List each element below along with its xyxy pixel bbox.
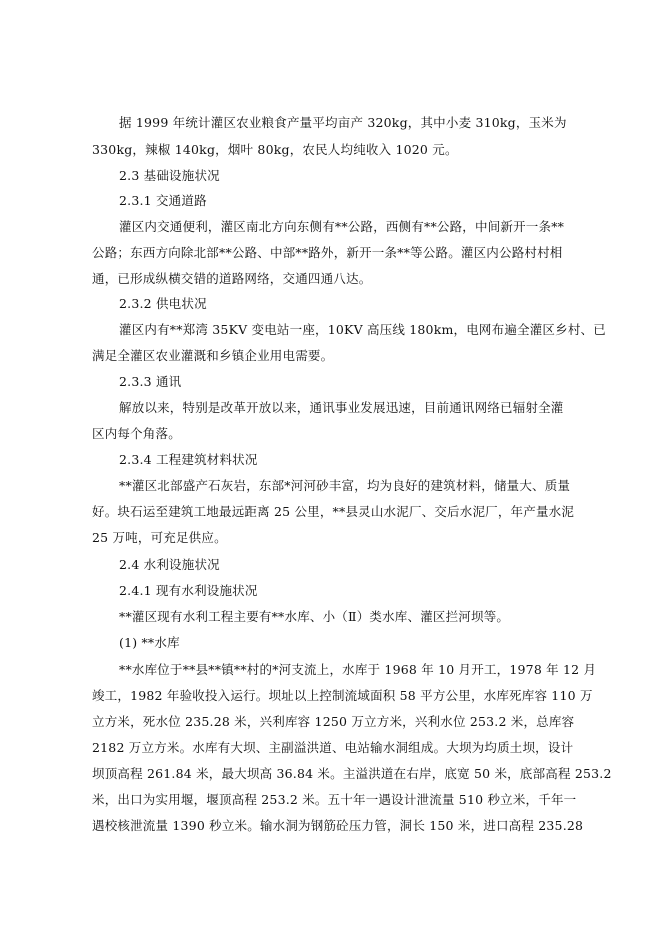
subsection-heading: 2.3.2 供电状况 bbox=[119, 296, 207, 311]
body-paragraph-line: 灌区内交通便利，灌区南北方向东侧有**公路，西侧有**公路，中间新开一条** bbox=[119, 219, 565, 234]
body-paragraph-line: **灌区北部盛产石灰岩，东部*河河砂丰富，均为良好的建筑材料，储量大、质量 bbox=[119, 478, 571, 493]
body-paragraph-line: **水库位于**县**镇**村的*河支流上，水库于 1968 年 10 月开工，1978 年 12 月 bbox=[119, 662, 597, 677]
body-paragraph-line: 公路；东西方向除北部**公路、中部**路外，新开一条**等公路。灌区内公路村村相 bbox=[92, 245, 563, 260]
section-heading: 2.3 基础设施状况 bbox=[119, 168, 220, 183]
body-paragraph-line: 据 1999 年统计灌区农业粮食产量平均亩产 320kg，其中小麦 310kg，玉米为 bbox=[119, 115, 567, 130]
body-paragraph-line: 解放以来，特别是改革开放以来，通讯事业发展迅速，目前通讯网络已辐射全灌 bbox=[119, 400, 564, 415]
body-paragraph-line: 好。块石运至建筑工地最远距离 25 公里，**县灵山水泥厂、交后水泥厂，年产量水泥 bbox=[92, 504, 575, 519]
list-item-heading: (1) **水库 bbox=[119, 635, 180, 650]
body-paragraph-line: 立方米，死水位 235.28 米，兴利库容 1250 万立方米，兴利水位 253.2 米，总库容 bbox=[92, 714, 575, 729]
body-paragraph-line: 遇校核泄流量 1390 秒立米。输水洞为钢筋砼压力管，洞长 150 米，进口高程 235.28 bbox=[92, 818, 584, 833]
subsection-heading: 2.3.1 交通道路 bbox=[119, 193, 207, 208]
body-paragraph-line: 通，已形成纵横交错的道路网络，交通四通八达。 bbox=[92, 271, 372, 286]
body-paragraph-line: 灌区内有**郑湾 35KV 变电站一座，10KV 高压线 180km，电网布遍全灌区乡村、已 bbox=[119, 322, 606, 337]
body-paragraph-line: 米，出口为实用堰，堰顶高程 253.2 米。五十年一遇设计泄流量 510 秒立米，千年一 bbox=[92, 792, 577, 807]
body-paragraph-line: 满足全灌区农业灌溉和乡镇企业用电需要。 bbox=[92, 348, 334, 363]
subsection-heading: 2.3.4 工程建筑材料状况 bbox=[119, 452, 258, 467]
body-paragraph-line: 坝顶高程 261.84 米，最大坝高 36.84 米。主溢洪道在右岸，底宽 50 米，底部高程 253.2 bbox=[92, 766, 612, 781]
subsection-heading: 2.4.1 现有水利设施状况 bbox=[119, 583, 258, 598]
body-paragraph-line: 25 万吨，可充足供应。 bbox=[92, 530, 227, 545]
body-paragraph-line: 330kg，辣椒 140kg，烟叶 80kg，农民人均纯收入 1020 元。 bbox=[92, 142, 458, 157]
subsection-heading: 2.3.3 通讯 bbox=[119, 374, 182, 389]
body-paragraph-line: **灌区现有水利工程主要有**水库、小（Ⅱ）类水库、灌区拦河坝等。 bbox=[119, 609, 510, 624]
body-paragraph-line: 竣工，1982 年验收投入运行。坝址以上控制流域面积 58 平方公里，水库死库容 110 万 bbox=[92, 688, 593, 703]
section-heading: 2.4 水利设施状况 bbox=[119, 557, 220, 572]
body-paragraph-line: 2182 万立方米。水库有大坝、主副溢洪道、电站输水洞组成。大坝为均质土坝，设计 bbox=[92, 740, 574, 755]
body-paragraph-line: 区内每个角落。 bbox=[92, 426, 181, 441]
